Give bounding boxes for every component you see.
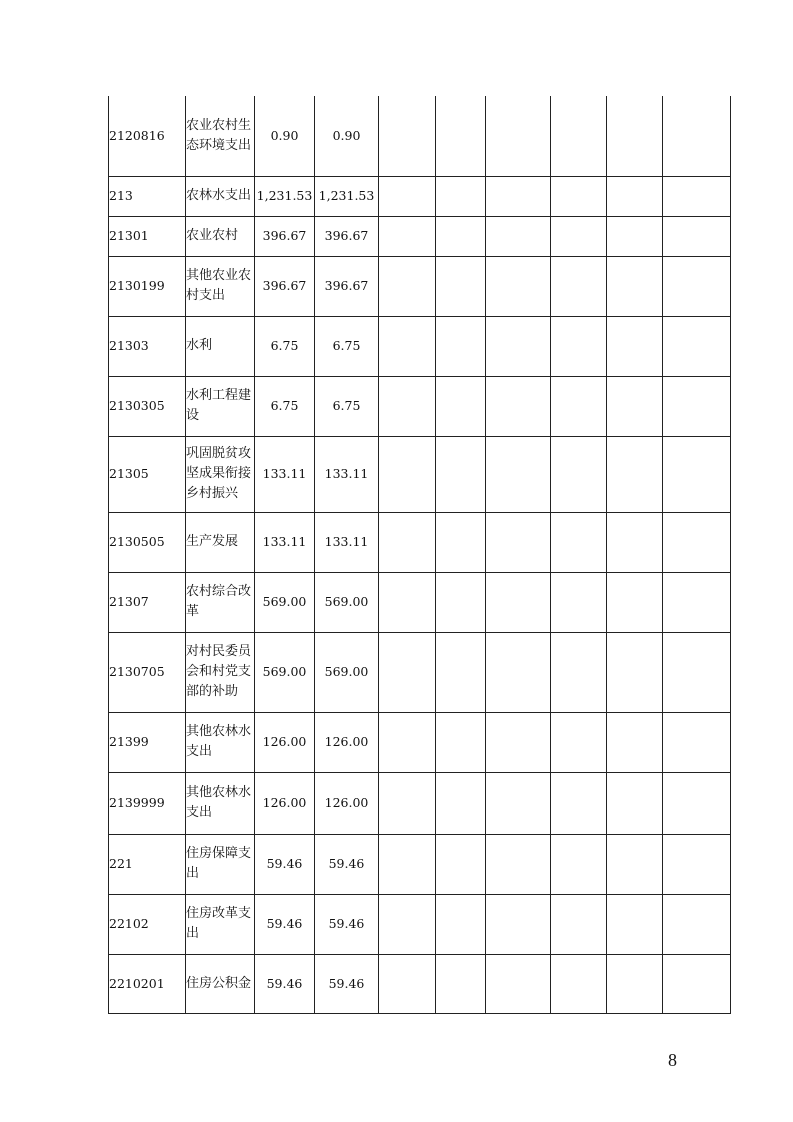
total-amount-cell: 396.67 (255, 256, 315, 316)
table-row (109, 376, 731, 436)
table-row (109, 712, 731, 772)
empty-cell (663, 96, 731, 176)
empty-cell (436, 176, 486, 216)
total-amount-cell: 1,231.53 (255, 176, 315, 216)
empty-cell (379, 712, 436, 772)
empty-cell (607, 834, 663, 894)
empty-cell (379, 632, 436, 712)
empty-cell (551, 894, 607, 954)
general-budget-cell: 133.11 (315, 436, 379, 512)
empty-cell (436, 316, 486, 376)
empty-cell (379, 96, 436, 176)
subject-code-cell: 2210201 (109, 954, 186, 1013)
table-row (109, 894, 731, 954)
empty-cell (551, 256, 607, 316)
empty-cell (607, 894, 663, 954)
general-budget-cell: 133.11 (315, 512, 379, 572)
empty-cell (663, 256, 731, 316)
empty-cell (663, 772, 731, 834)
total-amount-cell: 6.75 (255, 376, 315, 436)
page-number: 8 (668, 1050, 677, 1070)
subject-code-cell: 21301 (109, 216, 186, 256)
subject-name-cell: 水利 (186, 316, 255, 376)
general-budget-cell: 59.46 (315, 894, 379, 954)
empty-cell (486, 572, 551, 632)
table-row (109, 436, 731, 512)
subject-code-cell: 2130199 (109, 256, 186, 316)
general-budget-cell: 0.90 (315, 96, 379, 176)
total-amount-cell: 59.46 (255, 834, 315, 894)
subject-name-cell: 其他农林水支出 (186, 712, 255, 772)
table-row (109, 256, 731, 316)
empty-cell (607, 376, 663, 436)
empty-cell (379, 834, 436, 894)
empty-cell (551, 572, 607, 632)
empty-cell (551, 376, 607, 436)
empty-cell (607, 712, 663, 772)
empty-cell (663, 712, 731, 772)
table-row (109, 316, 731, 376)
empty-cell (379, 436, 436, 512)
subject-code-cell: 213 (109, 176, 186, 216)
empty-cell (551, 632, 607, 712)
empty-cell (551, 954, 607, 1013)
subject-code-cell: 2130305 (109, 376, 186, 436)
subject-code-cell: 21307 (109, 572, 186, 632)
subject-code-cell: 2120816 (109, 96, 186, 176)
subject-name-cell: 住房公积金 (186, 954, 255, 1013)
budget-table-body (109, 96, 731, 1013)
empty-cell (436, 436, 486, 512)
table-row (109, 176, 731, 216)
total-amount-cell: 569.00 (255, 572, 315, 632)
empty-cell (436, 712, 486, 772)
general-budget-cell: 396.67 (315, 216, 379, 256)
empty-cell (551, 96, 607, 176)
general-budget-cell: 396.67 (315, 256, 379, 316)
empty-cell (486, 834, 551, 894)
empty-cell (379, 572, 436, 632)
empty-cell (551, 436, 607, 512)
empty-cell (607, 96, 663, 176)
empty-cell (607, 256, 663, 316)
empty-cell (436, 834, 486, 894)
total-amount-cell: 396.67 (255, 216, 315, 256)
general-budget-cell: 569.00 (315, 632, 379, 712)
subject-code-cell: 22102 (109, 894, 186, 954)
empty-cell (607, 632, 663, 712)
subject-code-cell: 2130505 (109, 512, 186, 572)
empty-cell (486, 772, 551, 834)
subject-code-cell: 21399 (109, 712, 186, 772)
empty-cell (551, 216, 607, 256)
empty-cell (436, 256, 486, 316)
total-amount-cell: 0.90 (255, 96, 315, 176)
subject-code-cell: 2130705 (109, 632, 186, 712)
empty-cell (551, 712, 607, 772)
budget-table (108, 96, 731, 1014)
empty-cell (379, 316, 436, 376)
empty-cell (663, 376, 731, 436)
total-amount-cell: 6.75 (255, 316, 315, 376)
empty-cell (663, 834, 731, 894)
empty-cell (486, 894, 551, 954)
empty-cell (551, 176, 607, 216)
empty-cell (379, 216, 436, 256)
general-budget-cell: 569.00 (315, 572, 379, 632)
table-row (109, 772, 731, 834)
total-amount-cell: 133.11 (255, 512, 315, 572)
general-budget-cell: 126.00 (315, 712, 379, 772)
empty-cell (486, 316, 551, 376)
general-budget-cell: 59.46 (315, 834, 379, 894)
empty-cell (436, 216, 486, 256)
subject-name-cell: 其他农林水支出 (186, 772, 255, 834)
empty-cell (436, 954, 486, 1013)
general-budget-cell: 59.46 (315, 954, 379, 1013)
empty-cell (663, 954, 731, 1013)
empty-cell (379, 772, 436, 834)
empty-cell (436, 96, 486, 176)
table-row (109, 96, 731, 176)
empty-cell (663, 512, 731, 572)
total-amount-cell: 126.00 (255, 772, 315, 834)
empty-cell (486, 632, 551, 712)
subject-name-cell: 住房改革支出 (186, 894, 255, 954)
empty-cell (486, 954, 551, 1013)
empty-cell (607, 176, 663, 216)
subject-name-cell: 农业农村生态环境支出 (186, 96, 255, 176)
empty-cell (663, 216, 731, 256)
empty-cell (607, 512, 663, 572)
general-budget-cell: 6.75 (315, 316, 379, 376)
empty-cell (607, 772, 663, 834)
total-amount-cell: 59.46 (255, 954, 315, 1013)
empty-cell (607, 572, 663, 632)
empty-cell (663, 632, 731, 712)
empty-cell (379, 512, 436, 572)
empty-cell (379, 894, 436, 954)
empty-cell (379, 954, 436, 1013)
empty-cell (486, 176, 551, 216)
total-amount-cell: 59.46 (255, 894, 315, 954)
subject-code-cell: 21305 (109, 436, 186, 512)
general-budget-cell: 6.75 (315, 376, 379, 436)
empty-cell (379, 376, 436, 436)
empty-cell (436, 632, 486, 712)
total-amount-cell: 133.11 (255, 436, 315, 512)
subject-name-cell: 农业农村 (186, 216, 255, 256)
general-budget-cell: 126.00 (315, 772, 379, 834)
table-row (109, 512, 731, 572)
general-budget-cell: 1,231.53 (315, 176, 379, 216)
empty-cell (486, 712, 551, 772)
empty-cell (607, 436, 663, 512)
empty-cell (436, 512, 486, 572)
subject-name-cell: 农村综合改革 (186, 572, 255, 632)
subject-name-cell: 巩固脱贫攻坚成果衔接乡村振兴 (186, 436, 255, 512)
subject-name-cell: 生产发展 (186, 512, 255, 572)
table-row (109, 572, 731, 632)
empty-cell (486, 256, 551, 316)
table-row (109, 632, 731, 712)
subject-name-cell: 水利工程建设 (186, 376, 255, 436)
empty-cell (436, 772, 486, 834)
empty-cell (551, 512, 607, 572)
empty-cell (486, 376, 551, 436)
table-row (109, 834, 731, 894)
subject-code-cell: 21303 (109, 316, 186, 376)
empty-cell (486, 436, 551, 512)
table-row (109, 216, 731, 256)
empty-cell (663, 894, 731, 954)
empty-cell (607, 316, 663, 376)
empty-cell (663, 176, 731, 216)
empty-cell (663, 436, 731, 512)
empty-cell (551, 834, 607, 894)
table-row (109, 954, 731, 1013)
subject-code-cell: 2139999 (109, 772, 186, 834)
empty-cell (486, 216, 551, 256)
subject-name-cell: 对村民委员会和村党支部的补助 (186, 632, 255, 712)
empty-cell (663, 572, 731, 632)
subject-name-cell: 农林水支出 (186, 176, 255, 216)
empty-cell (551, 316, 607, 376)
subject-name-cell: 住房保障支出 (186, 834, 255, 894)
empty-cell (436, 572, 486, 632)
empty-cell (551, 772, 607, 834)
empty-cell (607, 216, 663, 256)
empty-cell (379, 176, 436, 216)
empty-cell (486, 512, 551, 572)
empty-cell (436, 376, 486, 436)
empty-cell (486, 96, 551, 176)
subject-name-cell: 其他农业农村支出 (186, 256, 255, 316)
empty-cell (436, 894, 486, 954)
empty-cell (663, 316, 731, 376)
empty-cell (607, 954, 663, 1013)
total-amount-cell: 569.00 (255, 632, 315, 712)
empty-cell (379, 256, 436, 316)
total-amount-cell: 126.00 (255, 712, 315, 772)
subject-code-cell: 221 (109, 834, 186, 894)
